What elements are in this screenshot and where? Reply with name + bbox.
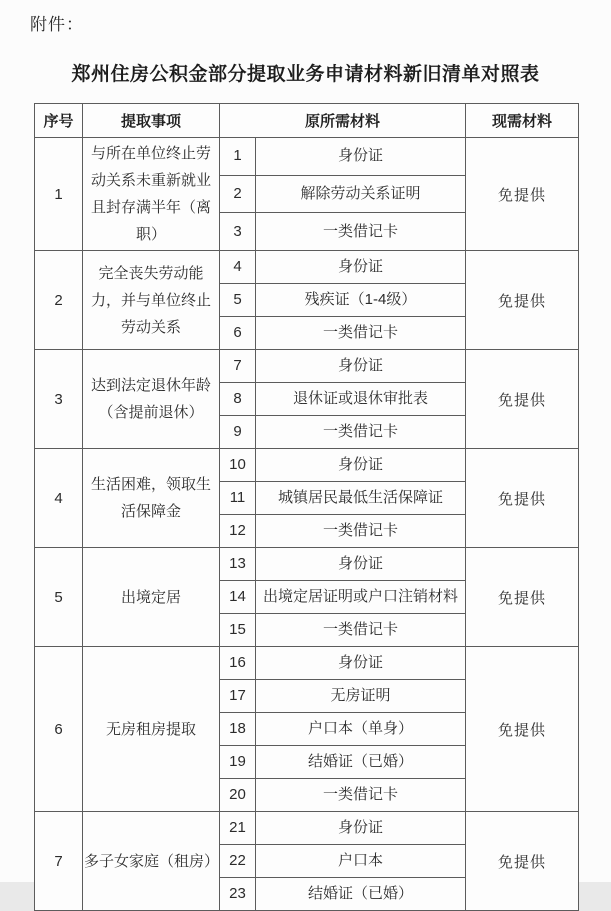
material-number-cell: 12 (220, 515, 256, 548)
material-number-cell: 23 (220, 878, 256, 911)
item-cell: 生活困难，领取生活保障金 (83, 449, 220, 548)
material-name-cell: 解除劳动关系证明 (256, 175, 466, 213)
material-name-cell: 户口本 (256, 845, 466, 878)
material-number-cell: 18 (220, 713, 256, 746)
new-material-cell: 免提供 (466, 449, 579, 548)
materials-comparison-table (34, 103, 579, 911)
new-material-cell: 免提供 (466, 548, 579, 647)
material-name-cell: 一类借记卡 (256, 213, 466, 251)
material-name-cell: 户口本（单身） (256, 713, 466, 746)
material-name-cell: 一类借记卡 (256, 614, 466, 647)
material-number-cell: 15 (220, 614, 256, 647)
material-name-cell: 出境定居证明或户口注销材料 (256, 581, 466, 614)
material-name-cell: 一类借记卡 (256, 515, 466, 548)
material-name-cell: 无房证明 (256, 680, 466, 713)
material-number-cell: 10 (220, 449, 256, 482)
material-name-cell: 结婚证（已婚） (256, 746, 466, 779)
material-number-cell: 20 (220, 779, 256, 812)
item-cell: 无房租房提取 (83, 647, 220, 812)
header-item: 提取事项 (83, 104, 220, 138)
item-cell: 达到法定退休年龄（含提前退休） (83, 350, 220, 449)
material-name-cell: 一类借记卡 (256, 416, 466, 449)
table-body (35, 138, 579, 911)
table-row (35, 350, 579, 383)
item-cell: 完全丧失劳动能力，并与单位终止劳动关系 (83, 251, 220, 350)
material-number-cell: 7 (220, 350, 256, 383)
material-name-cell: 退休证或退休审批表 (256, 383, 466, 416)
material-name-cell: 身份证 (256, 449, 466, 482)
material-name-cell: 身份证 (256, 812, 466, 845)
item-cell: 出境定居 (83, 548, 220, 647)
item-cell: 多子女家庭（租房） (83, 812, 220, 911)
material-name-cell: 一类借记卡 (256, 779, 466, 812)
new-material-cell: 免提供 (466, 350, 579, 449)
material-number-cell: 9 (220, 416, 256, 449)
table-row (35, 251, 579, 284)
material-number-cell: 21 (220, 812, 256, 845)
new-material-cell: 免提供 (466, 812, 579, 911)
material-number-cell: 13 (220, 548, 256, 581)
material-number-cell: 8 (220, 383, 256, 416)
material-number-cell: 3 (220, 213, 256, 251)
table-row (35, 138, 579, 176)
material-name-cell: 身份证 (256, 251, 466, 284)
header-new-materials: 现需材料 (466, 104, 579, 138)
seq-cell: 4 (35, 449, 83, 548)
material-name-cell: 身份证 (256, 138, 466, 176)
seq-cell: 5 (35, 548, 83, 647)
item-cell: 与所在单位终止劳动关系未重新就业且封存满半年（离职） (83, 138, 220, 251)
material-name-cell: 身份证 (256, 647, 466, 680)
table-header-row (35, 104, 579, 138)
seq-cell: 7 (35, 812, 83, 911)
page-title: 郑州住房公积金部分提取业务申请材料新旧清单对照表 (71, 64, 540, 85)
material-number-cell: 2 (220, 175, 256, 213)
material-number-cell: 16 (220, 647, 256, 680)
table-row (35, 548, 579, 581)
new-material-cell: 免提供 (466, 251, 579, 350)
material-number-cell: 1 (220, 138, 256, 176)
new-material-cell: 免提供 (466, 138, 579, 251)
seq-cell: 3 (35, 350, 83, 449)
attachment-label: 附件： (30, 15, 84, 34)
material-number-cell: 22 (220, 845, 256, 878)
header-old-materials: 原所需材料 (220, 104, 466, 138)
material-name-cell: 身份证 (256, 548, 466, 581)
material-number-cell: 6 (220, 317, 256, 350)
new-material-cell: 免提供 (466, 647, 579, 812)
table-row (35, 647, 579, 680)
table-row (35, 812, 579, 845)
material-name-cell: 一类借记卡 (256, 317, 466, 350)
header-seq: 序号 (35, 104, 83, 138)
material-number-cell: 14 (220, 581, 256, 614)
material-number-cell: 11 (220, 482, 256, 515)
material-name-cell: 结婚证（已婚） (256, 878, 466, 911)
material-number-cell: 5 (220, 284, 256, 317)
material-name-cell: 残疾证（1-4级） (256, 284, 466, 317)
material-number-cell: 19 (220, 746, 256, 779)
table-row (35, 449, 579, 482)
material-name-cell: 身份证 (256, 350, 466, 383)
material-number-cell: 17 (220, 680, 256, 713)
seq-cell: 1 (35, 138, 83, 251)
seq-cell: 6 (35, 647, 83, 812)
material-name-cell: 城镇居民最低生活保障证 (256, 482, 466, 515)
material-number-cell: 4 (220, 251, 256, 284)
seq-cell: 2 (35, 251, 83, 350)
